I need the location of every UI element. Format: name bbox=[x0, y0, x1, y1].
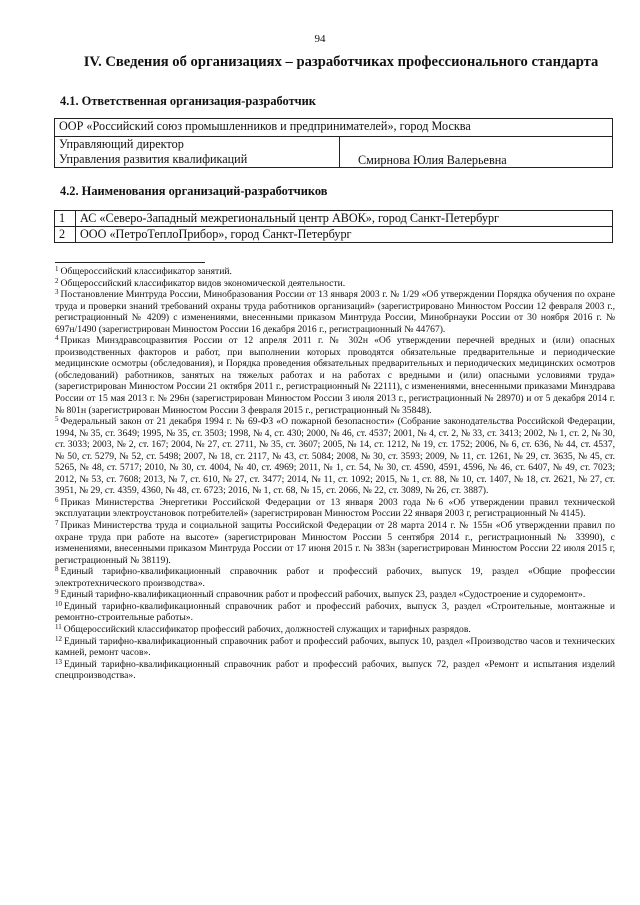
footnote-text: Общероссийский классификатор занятий. bbox=[60, 266, 232, 277]
position-line-1: Управляющий директор bbox=[59, 137, 184, 151]
footnote-text: Единый тарифно-квалификационный справочник работ и профессий рабочих, выпуск 23, раздел «Судостроение и судоремонт». bbox=[60, 589, 586, 601]
footnote bbox=[55, 335, 615, 416]
row-number: 2 bbox=[55, 227, 76, 243]
footnote-text: Общероссийский классификатор видов экономической деятельности. bbox=[60, 277, 346, 289]
developer-org-name: ООО «ПетроТеплоПрибор», город Санкт-Петербург bbox=[76, 227, 613, 243]
table-row bbox=[55, 211, 613, 227]
footnote bbox=[55, 289, 615, 335]
responsible-person: Смирнова Юлия Валерьевна bbox=[340, 137, 613, 168]
footnote-text: Единый тарифно-квалификационный справочник работ и профессий рабочих, выпуск 19, раздел «Общие профессии электротехнического производства». bbox=[55, 566, 615, 589]
position-line-2: Управления развития квалификаций bbox=[59, 151, 248, 166]
developer-orgs-table bbox=[54, 210, 613, 243]
footnote bbox=[55, 601, 615, 624]
footnote-marker: 4 bbox=[55, 334, 59, 343]
footnote bbox=[55, 636, 615, 659]
footnote-marker: 5 bbox=[55, 415, 59, 424]
footnote-marker: 7 bbox=[55, 519, 59, 528]
footnote-text: Единый тарифно-квалификационный справочник работ и профессий рабочих, выпуск 3, раздел «Строительные, монтажные и ремонтно-строительные работы». bbox=[55, 600, 615, 624]
footnote bbox=[55, 589, 615, 601]
footnote-text: Приказ Министерства труда и социальной защиты Российской Федерации от 28 марта 2014 г. № 155н «Об утверждении правил по охране труда при работе на высоте» (зарегистрирован Минюстом России 5 сентября 2014 г., регистрационный № 33990), с изменениями, внесенными приказом Минтруда России от 17 июня 2015 г. № 383н (зарегистрирован Минюстом России 22 июля 2015 г, регистрационный № 38119). bbox=[55, 520, 615, 566]
footnote bbox=[55, 416, 615, 497]
footnote-marker: 11 bbox=[55, 622, 62, 631]
footnote-text: Общероссийский классификатор профессий рабочих, должностей служащих и тарифных разрядов. bbox=[63, 623, 471, 635]
footnote bbox=[55, 278, 615, 290]
footnote-text: Приказ Минздравсоцразвития России от 12 апреля 2011 г. № 302н «Об утверждении перечней вредных и (или) опасных производственных факторов и работ, при выполнении которых проводятся обязательные предварительные и периодические медицинские осмотры (обследования), и Порядка проведения обязательных предварительных и периодических медицинских осмотров (обследований) работников, занятых на тяжелых работах и на работах с вредными и (или) опасными условиями труда» (зарегистрирован Минюстом России 21 октября 2011 г., регистрационный № 22111), с изменениями, внесенными приказами Минздрава России от 15 мая 2013 г. № 296н (зарегистрирован Минюстом России 3 июля 2013 г., регистрационный № 28970) и от 5 декабря 2014 г. № 801н (зарегистрирован Минюстом России 3 февраля 2015 г., регистрационный № 35848). bbox=[55, 335, 615, 416]
footnote-marker: 8 bbox=[55, 565, 59, 574]
page-number: 94 bbox=[314, 33, 326, 45]
developer-orgs-heading: 4.2. Наименования организаций-разработчиков bbox=[60, 184, 328, 198]
footnotes bbox=[55, 266, 615, 682]
footnote-marker: 12 bbox=[55, 634, 62, 643]
responsible-org-table bbox=[54, 118, 613, 168]
footnote-text: Приказ Министерства Энергетики Российской Федерации от 13 января 2003 года №6 «Об утверждении правил технической эксплуатации электроустановок потребителей» (зарегистрирован Минюстом России 22 января 2003 г, регистрационный № 4145). bbox=[55, 496, 615, 520]
table-row bbox=[55, 227, 613, 243]
row-number: 1 bbox=[55, 211, 76, 227]
footnote-marker: 9 bbox=[55, 588, 59, 597]
responsible-org-name: ООР «Российский союз промышленников и предпринимателей», город Москва bbox=[55, 119, 613, 137]
footnote-marker: 1 bbox=[55, 265, 59, 273]
footnote-text: Федеральный закон от 21 декабря 1994 г. № 69-ФЗ «О пожарной безопасности» (Собрание законодательства Российской Федерации, 1994, № 35, ст. 3649; 1995, № 35, ст. 3503; 1998, № 4, ст. 430; 2000, № 46, ст. 4537; 2001, № 4, ст. 2, № 33, ст. 3413; 2002, № 1, ст. 2, № 30, ст. 3033; 2003, № 2, ст. 167; 2004, № 27, ст. 2711, № 35, ст. 3607; 2005, № 14, ст. 1212, № 19, ст. 1752; 2006, № 6, ст. 636, № 44, ст. 4537, № 50, ст. 5279, № 52, ст. 5498; 2007, № 18, ст. 2117, № 43, ст. 5084; 2008, № 30, ст. 3593; 2009, № 11, ст. 1261, № 29, ст. 3635, № 45, ст. 5265, № 48, ст. 5717; 2010, № 30, ст. 4004, № 40, ст. 4969; 2011, № 1, ст. 54, № 30, ст. 4590, 4591, 4596, № 46, ст. 6407, № 49, ст. 7023; 2012, № 53, ст. 7608; 2013, № 7, ст. 610, № 27, ст. 3477; 2014, № 11, ст. 1092; 2015, № 1, ст. 88, № 10, ст. 1407, № 18, ст. 2621, № 27, ст. 3951, № 29, ст. 4359, 4360, № 48, ст. 6723; 2016, № 1, ст. 68, № 15, ст. 2066, № 22, ст. 3089, № 26, ст. 3887). bbox=[55, 416, 615, 497]
footnote bbox=[55, 520, 615, 566]
section-title: IV. Сведения об организациях – разработчиках профессионального стандарта bbox=[83, 54, 599, 70]
responsible-position bbox=[55, 137, 340, 168]
footnote bbox=[55, 497, 615, 520]
footnote-text: Постановление Минтруда России, Минобразования России от 13 января 2003 г. № 1/29 «Об утверждении Порядка обучения по охране труда и проверки знаний требований охраны труда работников организаций» (зарегистрировано Минюстом России 12 февраля 2003 г., регистрационный № 4209) с изменениями, внесенными приказом Минтруда России, Минобрнауки России от 30 ноября 2016 г. № 697н/1490 (зарегистрирован Минюстом России 16 декабря 2016 г., регистрационный № 44767). bbox=[55, 289, 615, 335]
footnote bbox=[55, 624, 615, 636]
footnote-marker: 13 bbox=[55, 657, 62, 666]
footnote-marker: 10 bbox=[55, 599, 62, 608]
developer-org-name: АС «Северо-Западный межрегиональный центр АВОК», город Санкт-Петербург bbox=[76, 211, 613, 227]
footnote-text: Единый тарифно-квалификационный справочник работ и профессий рабочих, выпуск 72, раздел «Ремонт и испытания изделий спецпроизводства». bbox=[55, 658, 615, 682]
footnote-separator bbox=[55, 262, 205, 263]
responsible-org-heading: 4.1. Ответственная организация-разработчик bbox=[60, 94, 316, 108]
footnote bbox=[55, 659, 615, 682]
footnote-text: Единый тарифно-квалификационный справочник работ и профессий рабочих, выпуск 10, раздел «Производство часов и технических камней, ремонт часов». bbox=[55, 635, 615, 659]
footnote bbox=[55, 266, 615, 278]
footnote bbox=[55, 566, 615, 589]
footnote-marker: 6 bbox=[55, 495, 59, 504]
footnote-marker: 2 bbox=[55, 276, 59, 285]
footnote-marker: 3 bbox=[55, 288, 59, 297]
